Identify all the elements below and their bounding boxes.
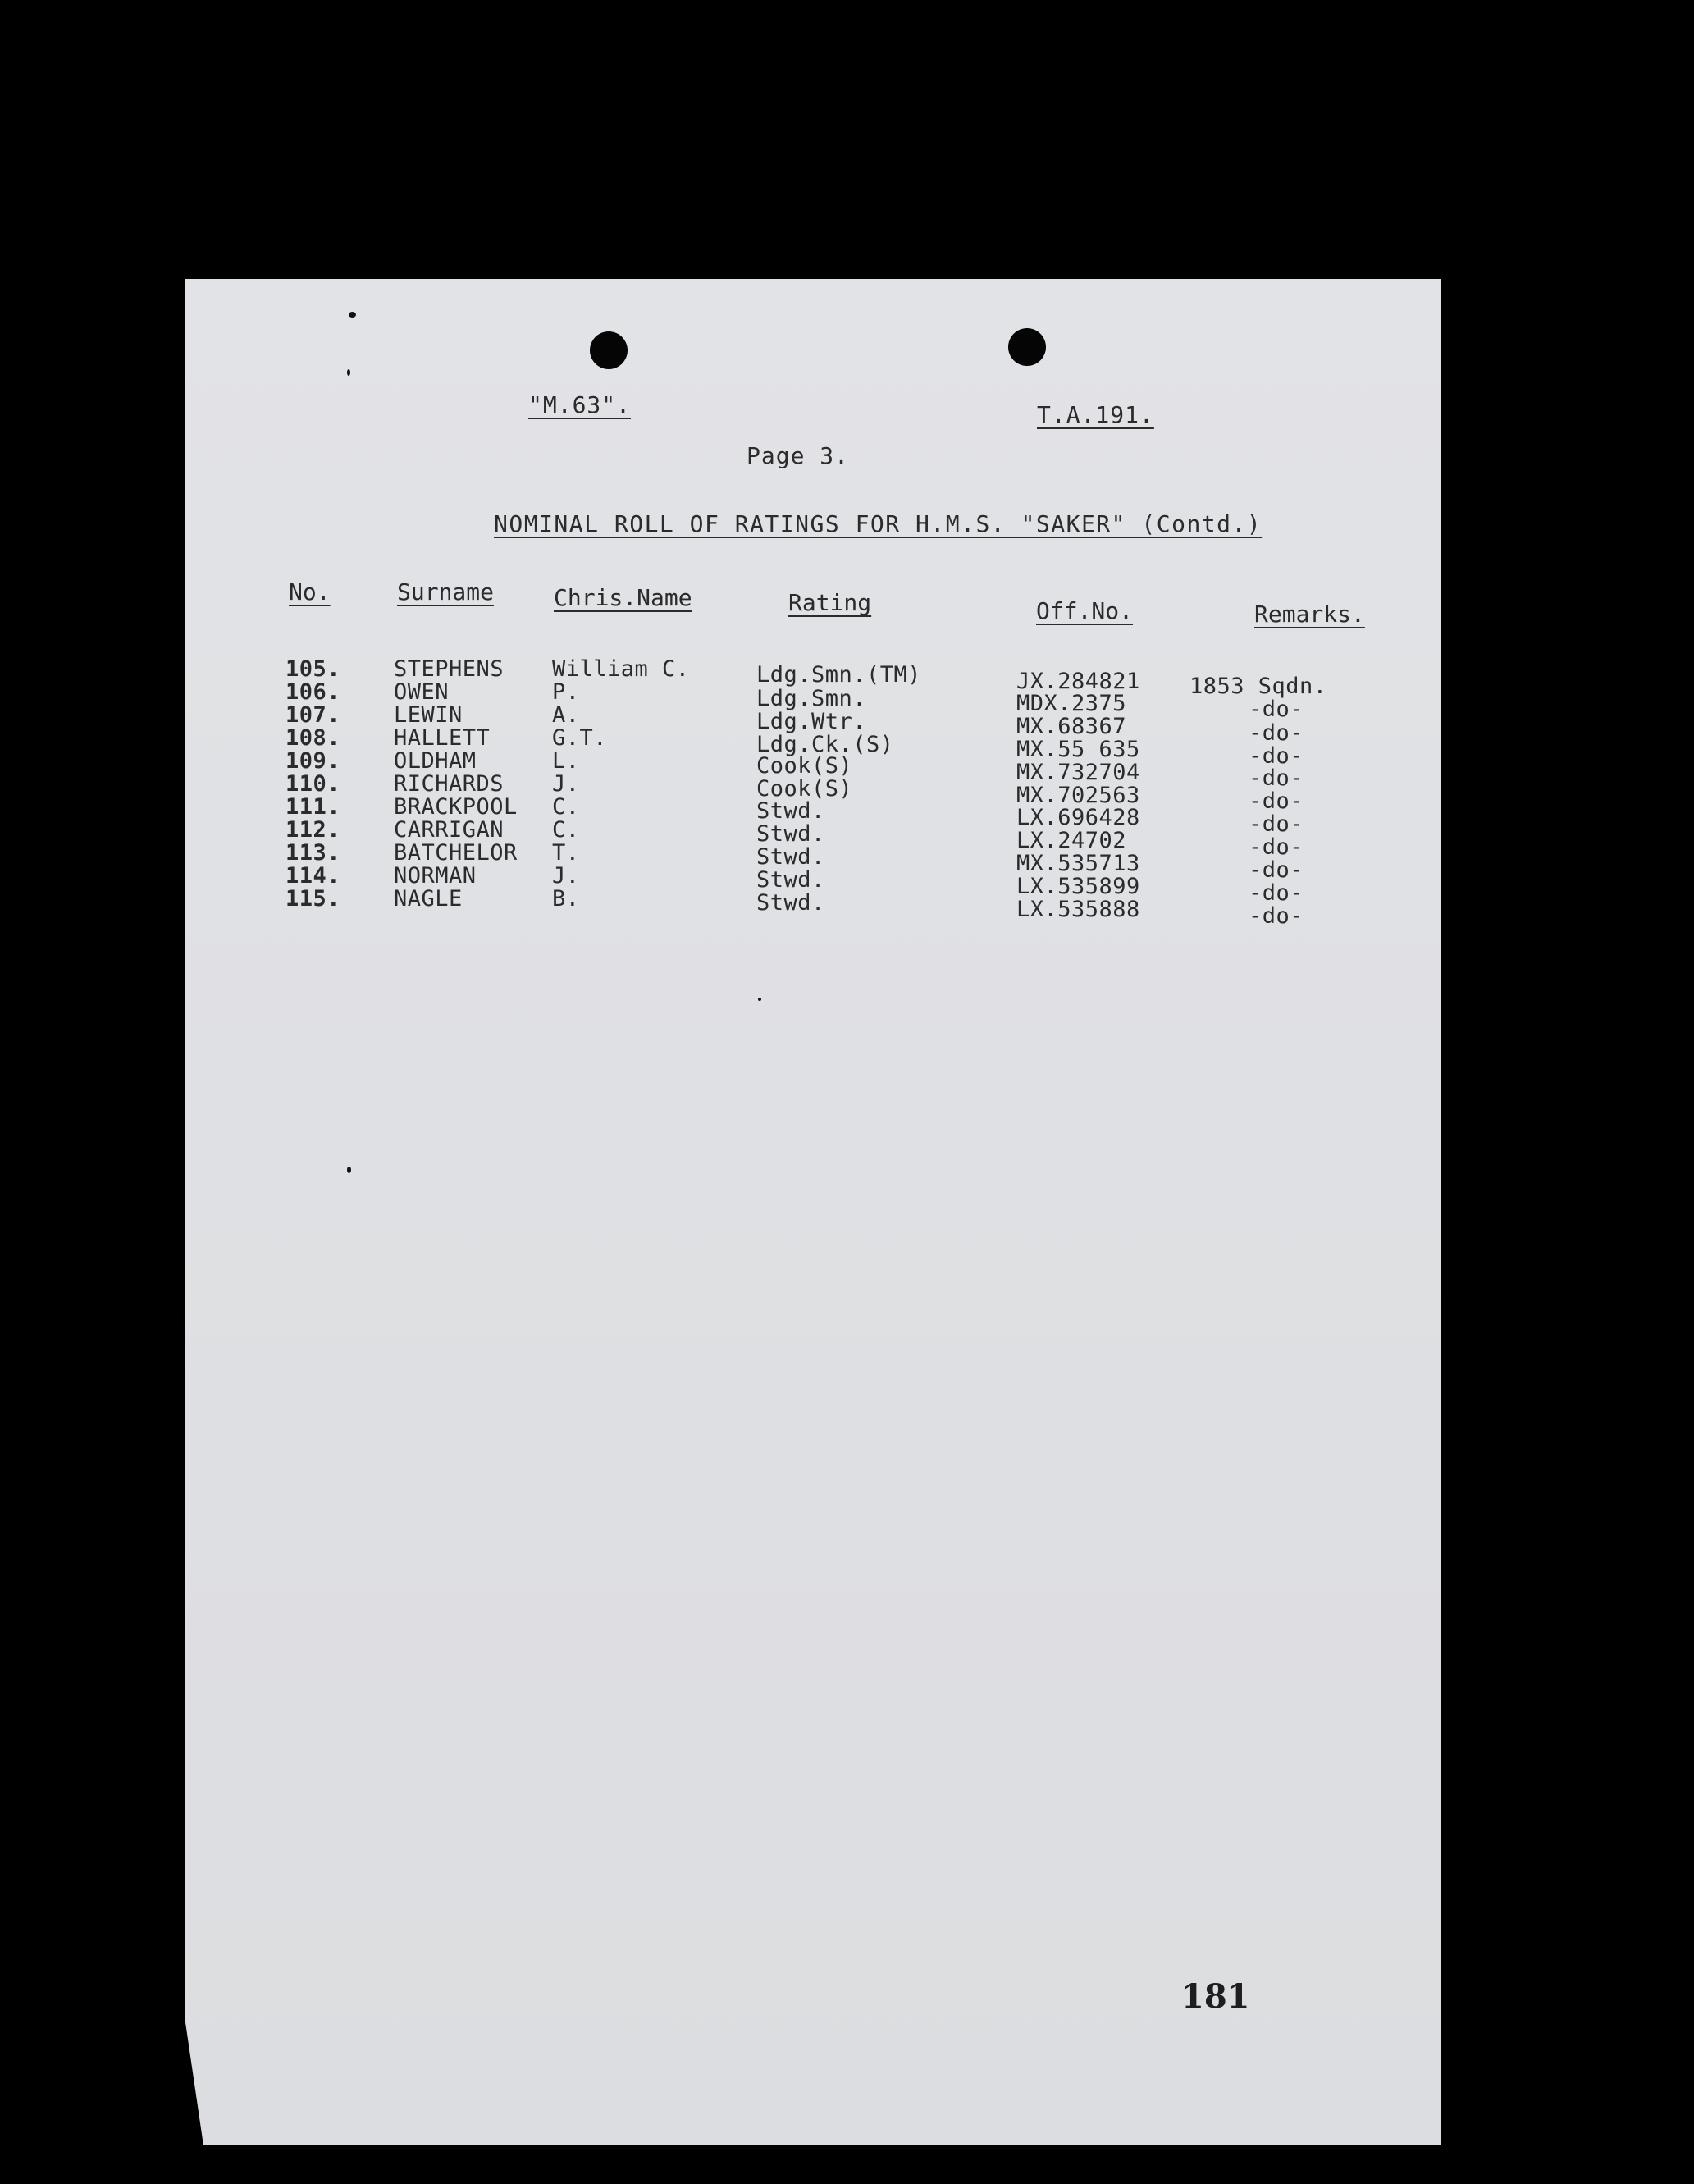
cell-christian-name: A. xyxy=(552,702,580,728)
cell-no: 107. xyxy=(285,702,341,728)
cell-christian-name: J. xyxy=(552,771,580,797)
column-header-rating: Rating xyxy=(788,589,872,616)
cell-official-number: LX.535888 xyxy=(1016,897,1140,922)
cell-rating: Ldg.Ck.(S) xyxy=(756,732,894,757)
roll-title: NOMINAL ROLL OF RATINGS FOR H.M.S. "SAKER" (Contd.) xyxy=(494,510,1263,537)
column-header-christian-name: Chris.Name xyxy=(554,584,692,611)
cell-no: 113. xyxy=(285,840,341,866)
cell-remarks: -do- xyxy=(1249,811,1304,837)
cell-official-number: MX.702563 xyxy=(1016,783,1140,808)
cell-no: 111. xyxy=(285,794,341,820)
cell-official-number: JX.284821 xyxy=(1016,669,1140,694)
cell-rating: Stwd. xyxy=(756,867,825,893)
cell-christian-name: T. xyxy=(552,840,580,866)
cell-surname: CARRIGAN xyxy=(394,817,505,843)
reference-code-left: "M.63". xyxy=(528,391,632,418)
ink-speck xyxy=(347,1167,351,1173)
ink-speck xyxy=(349,312,356,318)
cell-remarks: -do- xyxy=(1249,857,1304,883)
cell-official-number: LX.24702 xyxy=(1016,828,1127,853)
cell-surname: BATCHELOR xyxy=(394,840,518,866)
page-label: Page 3. xyxy=(747,442,850,469)
folio-number: 181 xyxy=(1181,1977,1250,2016)
cell-christian-name: J. xyxy=(552,863,580,889)
table-row xyxy=(185,886,1441,929)
cell-surname: STEPHENS xyxy=(394,656,505,682)
cell-christian-name: William C. xyxy=(552,656,690,682)
cell-official-number: LX.696428 xyxy=(1016,805,1140,830)
cell-rating: Stwd. xyxy=(756,890,825,916)
cell-christian-name: P. xyxy=(552,679,580,705)
cell-surname: BRACKPOOL xyxy=(394,794,518,820)
cell-remarks: -do- xyxy=(1249,720,1304,746)
ink-speck xyxy=(758,998,761,1001)
cell-rating: Stwd. xyxy=(756,821,825,847)
cell-surname: RICHARDS xyxy=(394,771,505,797)
cell-rating: Ldg.Smn. xyxy=(756,686,867,711)
cell-no: 112. xyxy=(285,817,341,843)
punch-hole-left xyxy=(590,331,628,369)
ink-speck xyxy=(347,369,350,376)
cell-surname: LEWIN xyxy=(394,702,463,728)
cell-christian-name: C. xyxy=(552,817,580,843)
cell-surname: NAGLE xyxy=(394,886,463,912)
cell-remarks: -do- xyxy=(1249,765,1304,791)
cell-christian-name: G.T. xyxy=(552,725,608,751)
cell-official-number: MX.68367 xyxy=(1016,714,1127,739)
cell-remarks: -do- xyxy=(1249,788,1304,814)
cell-official-number: MX.55 635 xyxy=(1016,737,1140,762)
cell-official-number: MX.535713 xyxy=(1016,851,1140,876)
cell-remarks: -do- xyxy=(1249,903,1304,929)
cell-rating: Cook(S) xyxy=(756,753,853,779)
cell-remarks: -do- xyxy=(1249,743,1304,769)
cell-surname: NORMAN xyxy=(394,863,477,889)
column-header-official-number: Off.No. xyxy=(1036,597,1134,624)
cell-official-number: LX.535899 xyxy=(1016,874,1140,899)
column-header-remarks: Remarks. xyxy=(1254,601,1365,628)
cell-christian-name: C. xyxy=(552,794,580,820)
cell-rating: Stwd. xyxy=(756,844,825,870)
cell-rating: Cook(S) xyxy=(756,776,853,802)
cell-no: 105. xyxy=(285,656,341,682)
cell-no: 108. xyxy=(285,725,341,751)
cell-official-number: MDX.2375 xyxy=(1016,691,1127,716)
column-header-surname: Surname xyxy=(397,578,495,605)
torn-corner xyxy=(185,2022,203,2145)
document-page xyxy=(185,279,1441,2145)
cell-remarks: -do- xyxy=(1249,697,1304,722)
punch-hole-right xyxy=(1008,328,1046,366)
cell-surname: OWEN xyxy=(394,679,450,705)
cell-rating: Stwd. xyxy=(756,798,825,824)
cell-no: 106. xyxy=(285,679,341,705)
cell-no: 110. xyxy=(285,771,341,797)
cell-rating: Ldg.Wtr. xyxy=(756,709,867,734)
cell-remarks: -do- xyxy=(1249,834,1304,860)
cell-christian-name: L. xyxy=(552,748,580,774)
cell-official-number: MX.732704 xyxy=(1016,760,1140,785)
cell-remarks: 1853 Sqdn. xyxy=(1189,674,1327,699)
cell-surname: HALLETT xyxy=(394,725,491,751)
cell-no: 109. xyxy=(285,748,341,774)
cell-no: 115. xyxy=(285,886,341,912)
cell-christian-name: B. xyxy=(552,886,580,912)
cell-rating: Ldg.Smn.(TM) xyxy=(756,662,922,688)
column-header-no: No. xyxy=(289,578,331,605)
cell-no: 114. xyxy=(285,863,341,889)
cell-surname: OLDHAM xyxy=(394,748,477,774)
cell-remarks: -do- xyxy=(1249,880,1304,906)
reference-code-right: T.A.191. xyxy=(1037,401,1154,428)
